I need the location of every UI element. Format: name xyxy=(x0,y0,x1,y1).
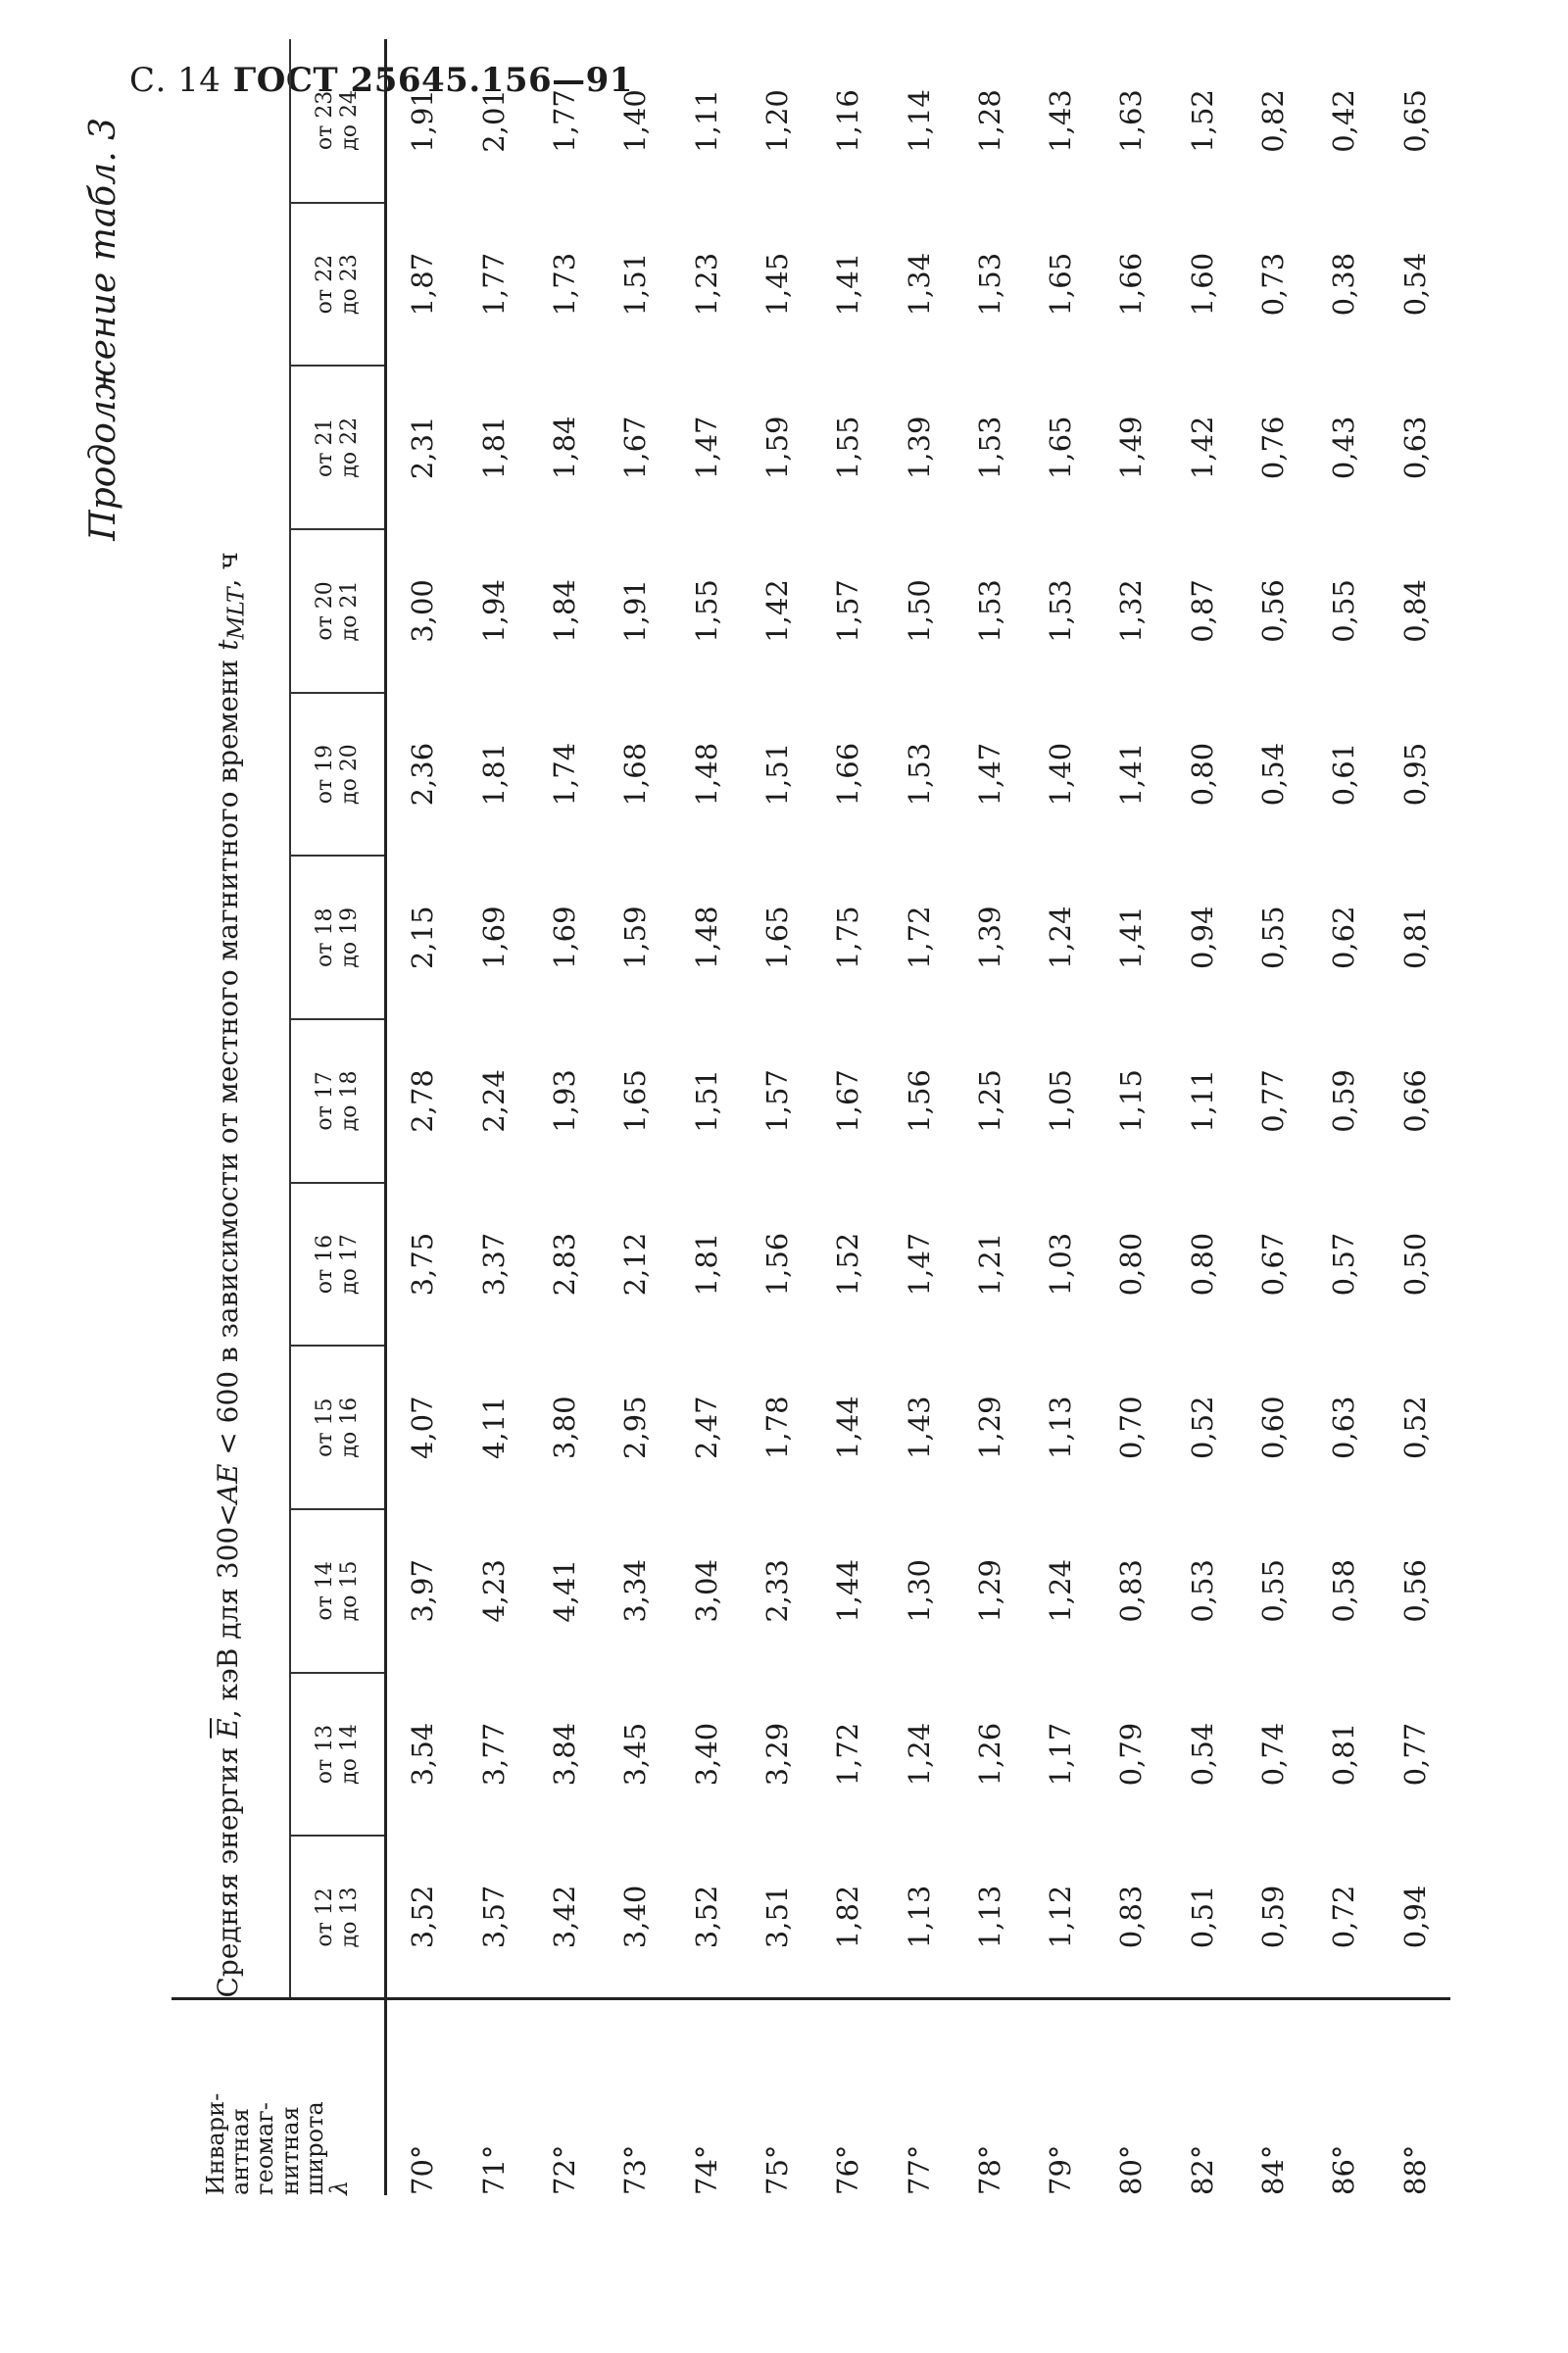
energy-value-cell: 1,43 xyxy=(1044,89,1078,153)
latitude-cell: 70° xyxy=(386,1999,459,2195)
energy-value-cell: 4,41 xyxy=(547,1559,581,1623)
energy-value-cell: 1,51 xyxy=(618,252,653,317)
energy-value-cell: 0,84 xyxy=(1397,579,1432,643)
energy-value-cell: 1,29 xyxy=(972,1559,1006,1623)
energy-value-cell: 0,54 xyxy=(1397,252,1432,317)
energy-value-cell: 1,77 xyxy=(547,89,581,153)
energy-value-cell: 1,60 xyxy=(1185,252,1219,317)
energy-value-cell: 3,75 xyxy=(406,1232,440,1297)
energy-value-cell: 1,42 xyxy=(760,579,794,643)
energy-value-cell: 1,29 xyxy=(972,1396,1006,1459)
energy-value-cell: 1,23 xyxy=(689,252,723,317)
energy-value-cell: 1,17 xyxy=(1044,1722,1078,1787)
energy-value-cell: 2,47 xyxy=(689,1396,723,1459)
energy-value-cell: 1,56 xyxy=(760,1232,794,1297)
energy-value-cell: 1,14 xyxy=(902,89,936,153)
energy-value-cell: 0,80 xyxy=(1185,1232,1219,1297)
energy-value-cell: 0,57 xyxy=(1327,1232,1361,1297)
energy-value-cell: 4,11 xyxy=(476,1396,511,1459)
energy-value-cell: 1,57 xyxy=(831,579,865,643)
energy-value-cell: 1,59 xyxy=(618,906,653,970)
energy-value-cell: 1,82 xyxy=(831,1885,865,1949)
latitude-cell: 75° xyxy=(742,1999,812,2195)
energy-value-cell: 0,67 xyxy=(1256,1232,1291,1297)
energy-value-cell: 1,42 xyxy=(1185,416,1219,480)
energy-value-cell: 1,48 xyxy=(689,906,723,970)
energy-value-cell: 1,67 xyxy=(831,1069,865,1133)
energy-value-cell: 1,05 xyxy=(1044,1069,1078,1133)
energy-value-cell: 1,84 xyxy=(547,579,581,643)
latitude-cell: 74° xyxy=(670,1999,741,2195)
energy-value-cell: 1,47 xyxy=(689,416,723,480)
energy-value-cell: 1,44 xyxy=(831,1559,865,1623)
table-row xyxy=(1167,39,1238,2195)
energy-value-cell: 1,69 xyxy=(547,906,581,970)
energy-value-cell: 0,94 xyxy=(1185,906,1219,970)
hour-column-header: от 23 до 24 xyxy=(290,39,386,203)
energy-value-cell: 0,43 xyxy=(1327,416,1361,480)
energy-value-cell: 1,40 xyxy=(618,89,653,153)
energy-value-cell: 2,15 xyxy=(406,906,440,970)
energy-value-cell: 1,74 xyxy=(547,742,581,807)
energy-value-cell: 0,54 xyxy=(1185,1722,1219,1787)
energy-value-cell: 2,24 xyxy=(476,1069,511,1133)
energy-value-cell: 0,77 xyxy=(1397,1722,1432,1787)
table-row xyxy=(600,39,670,2195)
energy-value-cell: 1,21 xyxy=(972,1232,1006,1297)
energy-value-cell: 4,07 xyxy=(406,1396,440,1459)
energy-value-cell: 2,78 xyxy=(406,1069,440,1133)
energy-value-cell: 1,53 xyxy=(972,252,1006,317)
energy-value-cell: 1,52 xyxy=(831,1232,865,1297)
energy-value-cell: 1,67 xyxy=(618,416,653,480)
energy-value-cell: 3,34 xyxy=(618,1559,653,1623)
energy-value-cell: 3,42 xyxy=(547,1885,581,1949)
energy-value-cell: 0,59 xyxy=(1327,1069,1361,1133)
energy-value-cell: 1,41 xyxy=(1114,906,1149,970)
energy-value-cell: 1,72 xyxy=(831,1722,865,1787)
latitude-cell: 80° xyxy=(1096,1999,1166,2195)
energy-value-cell: 1,93 xyxy=(547,1069,581,1133)
energy-value-cell: 1,72 xyxy=(902,906,936,970)
energy-value-cell: 1,65 xyxy=(760,906,794,970)
energy-value-cell: 0,80 xyxy=(1114,1232,1149,1297)
energy-value-cell: 1,81 xyxy=(476,742,511,807)
energy-value-cell: 0,62 xyxy=(1327,906,1361,970)
energy-value-cell: 1,11 xyxy=(689,89,723,153)
energy-value-cell: 0,55 xyxy=(1327,579,1361,643)
energy-value-cell: 1,59 xyxy=(760,416,794,480)
energy-value-cell: 0,87 xyxy=(1185,579,1219,643)
latitude-cell: 84° xyxy=(1238,1999,1308,2195)
latitude-column-header: Инвари- антная геомаг- нитная широта λ xyxy=(172,1999,386,2195)
latitude-cell: 86° xyxy=(1308,1999,1379,2195)
energy-value-cell: 1,24 xyxy=(902,1722,936,1787)
energy-value-cell: 3,84 xyxy=(547,1722,581,1787)
energy-value-cell: 1,53 xyxy=(972,416,1006,480)
energy-value-cell: 1,40 xyxy=(1044,742,1078,807)
energy-value-cell: 1,66 xyxy=(831,742,865,807)
energy-value-cell: 1,65 xyxy=(1044,252,1078,317)
energy-value-cell: 2,83 xyxy=(547,1232,581,1297)
energy-value-cell: 3,57 xyxy=(476,1885,511,1949)
hour-headers-row xyxy=(290,39,386,2195)
energy-value-cell: 1,11 xyxy=(1185,1069,1219,1133)
energy-value-cell: 1,75 xyxy=(831,906,865,970)
energy-value-cell: 1,65 xyxy=(618,1069,653,1133)
energy-value-cell: 1,12 xyxy=(1044,1885,1078,1949)
energy-value-cell: 1,53 xyxy=(1044,579,1078,643)
energy-value-cell: 0,52 xyxy=(1185,1396,1219,1459)
energy-value-cell: 1,51 xyxy=(689,1069,723,1133)
energy-value-cell: 0,63 xyxy=(1397,416,1432,480)
energy-value-cell: 1,47 xyxy=(972,742,1006,807)
hour-column-header: от 21 до 22 xyxy=(290,366,386,529)
energy-value-cell: 1,87 xyxy=(406,252,440,317)
energy-value-cell: 0,70 xyxy=(1114,1396,1149,1459)
table-row xyxy=(1025,39,1096,2195)
energy-value-cell: 1,84 xyxy=(547,416,581,480)
energy-value-cell: 3,77 xyxy=(476,1722,511,1787)
latitude-cell: 78° xyxy=(955,1999,1025,2195)
table-row xyxy=(670,39,741,2195)
energy-value-cell: 1,13 xyxy=(1044,1396,1078,1459)
energy-value-cell: 0,77 xyxy=(1256,1069,1291,1133)
energy-value-cell: 0,55 xyxy=(1256,1559,1291,1623)
energy-value-cell: 1,48 xyxy=(689,742,723,807)
energy-value-cell: 0,72 xyxy=(1327,1885,1361,1949)
energy-value-cell: 0,83 xyxy=(1114,1885,1149,1949)
energy-value-cell: 1,43 xyxy=(902,1396,936,1459)
hour-column-header: от 19 до 20 xyxy=(290,693,386,857)
energy-value-cell: 1,55 xyxy=(831,416,865,480)
energy-value-cell: 0,80 xyxy=(1185,742,1219,807)
latitude-cell: 79° xyxy=(1025,1999,1096,2195)
table-row xyxy=(1238,39,1308,2195)
energy-value-cell: 3,37 xyxy=(476,1232,511,1297)
energy-value-cell: 0,50 xyxy=(1397,1232,1432,1297)
energy-value-cell: 1,50 xyxy=(902,579,936,643)
energy-value-cell: 3,52 xyxy=(406,1885,440,1949)
energy-value-cell: 0,73 xyxy=(1256,252,1291,317)
energy-value-cell: 1,53 xyxy=(972,579,1006,643)
energy-value-cell: 0,95 xyxy=(1397,742,1432,807)
energy-value-cell: 0,58 xyxy=(1327,1559,1361,1623)
rotated-table-area xyxy=(83,20,1568,2195)
table-row xyxy=(529,39,600,2195)
energy-value-cell: 0,52 xyxy=(1397,1396,1432,1459)
energy-value-cell: 1,65 xyxy=(1044,416,1078,480)
energy-value-cell: 1,13 xyxy=(972,1885,1006,1949)
hour-column-header: от 14 до 15 xyxy=(290,1509,386,1673)
energy-value-cell: 1,49 xyxy=(1114,416,1149,480)
energy-value-cell: 1,26 xyxy=(972,1722,1006,1787)
energy-value-cell: 1,13 xyxy=(902,1885,936,1949)
energy-value-cell: 4,23 xyxy=(476,1559,511,1623)
energy-value-cell: 1,73 xyxy=(547,252,581,317)
standard-number: ГОСТ 25645.156—91 xyxy=(232,61,633,100)
energy-value-cell: 1,52 xyxy=(1185,89,1219,153)
energy-value-cell: 0,76 xyxy=(1256,416,1291,480)
hour-column-header: от 12 до 13 xyxy=(290,1836,386,1999)
energy-value-cell: 1,91 xyxy=(406,89,440,153)
energy-value-cell: 3,52 xyxy=(689,1885,723,1949)
energy-value-cell: 1,32 xyxy=(1114,579,1149,643)
energy-value-cell: 0,55 xyxy=(1256,906,1291,970)
energy-value-cell: 2,33 xyxy=(760,1559,794,1623)
energy-value-cell: 0,59 xyxy=(1256,1885,1291,1949)
energy-group-header: Средняя энергия $\overline{E}$, кэВ для 300<AE < 600 в зависимости от местного магнитного времени $t_{MLT}$, ч xyxy=(172,39,290,1999)
hour-column-header: от 22 до 23 xyxy=(290,203,386,367)
energy-value-cell: 1,57 xyxy=(760,1069,794,1133)
energy-value-cell: 1,24 xyxy=(1044,906,1078,970)
latitude-cell: 82° xyxy=(1167,1999,1238,2195)
energy-value-cell: 0,54 xyxy=(1256,742,1291,807)
energy-value-cell: 1,41 xyxy=(831,252,865,317)
energy-value-cell: 1,30 xyxy=(902,1559,936,1623)
energy-value-cell: 0,38 xyxy=(1327,252,1361,317)
energy-value-cell: 1,44 xyxy=(831,1396,865,1459)
energy-value-cell: 0,60 xyxy=(1256,1396,1291,1459)
energy-value-cell: 1,34 xyxy=(902,252,936,317)
table-row xyxy=(1380,39,1450,2195)
energy-value-cell: 1,45 xyxy=(760,252,794,317)
hour-column-header: от 16 до 17 xyxy=(290,1183,386,1347)
table-row xyxy=(1308,39,1379,2195)
energy-value-cell: 1,28 xyxy=(972,89,1006,153)
energy-value-cell: 1,63 xyxy=(1114,89,1149,153)
energy-value-cell: 1,81 xyxy=(476,416,511,480)
table-row xyxy=(386,39,459,2195)
energy-value-cell: 0,74 xyxy=(1256,1722,1291,1787)
energy-value-cell: 3,40 xyxy=(618,1885,653,1949)
energy-value-cell: 0,83 xyxy=(1114,1559,1149,1623)
latitude-cell: 72° xyxy=(529,1999,600,2195)
energy-value-cell: 3,51 xyxy=(760,1885,794,1949)
energy-value-cell: 0,81 xyxy=(1397,906,1432,970)
energy-value-cell: 1,39 xyxy=(902,416,936,480)
energy-value-cell: 3,97 xyxy=(406,1559,440,1623)
energy-value-cell: 0,63 xyxy=(1327,1396,1361,1459)
energy-value-cell: 1,24 xyxy=(1044,1559,1078,1623)
energy-value-cell: 3,80 xyxy=(547,1396,581,1459)
hour-column-header: от 20 до 21 xyxy=(290,529,386,693)
energy-value-cell: 3,40 xyxy=(689,1722,723,1787)
energy-value-cell: 3,45 xyxy=(618,1722,653,1787)
energy-value-cell: 3,04 xyxy=(689,1559,723,1623)
hour-column-header: от 17 до 18 xyxy=(290,1019,386,1183)
energy-value-cell: 1,20 xyxy=(760,89,794,153)
energy-value-cell: 1,94 xyxy=(476,579,511,643)
table-body xyxy=(386,39,1451,2195)
table-row xyxy=(742,39,812,2195)
energy-value-cell: 2,31 xyxy=(406,416,440,480)
energy-value-cell: 1,03 xyxy=(1044,1232,1078,1297)
energy-value-cell: 0,79 xyxy=(1114,1722,1149,1787)
energy-value-cell: 1,16 xyxy=(831,89,865,153)
energy-value-cell: 1,78 xyxy=(760,1396,794,1459)
energy-value-cell: 0,81 xyxy=(1327,1722,1361,1787)
energy-value-cell: 1,39 xyxy=(972,906,1006,970)
energy-value-cell: 2,36 xyxy=(406,742,440,807)
energy-value-cell: 0,56 xyxy=(1397,1559,1432,1623)
energy-value-cell: 0,61 xyxy=(1327,742,1361,807)
latitude-cell: 71° xyxy=(458,1999,528,2195)
energy-value-cell: 3,54 xyxy=(406,1722,440,1787)
energy-value-cell: 3,29 xyxy=(760,1722,794,1787)
energy-value-cell: 1,69 xyxy=(476,906,511,970)
energy-value-cell: 2,01 xyxy=(476,89,511,153)
energy-value-cell: 3,00 xyxy=(406,579,440,643)
energy-value-cell: 2,12 xyxy=(618,1232,653,1297)
energy-value-cell: 0,66 xyxy=(1397,1069,1432,1133)
energy-value-cell: 1,81 xyxy=(689,1232,723,1297)
table-row xyxy=(883,39,954,2195)
table-row xyxy=(812,39,883,2195)
latitude-cell: 73° xyxy=(600,1999,670,2195)
energy-value-cell: 1,41 xyxy=(1114,742,1149,807)
table-row xyxy=(458,39,528,2195)
table-row xyxy=(955,39,1025,2195)
energy-value-cell: 0,82 xyxy=(1256,89,1291,153)
hour-column-header: от 13 до 14 xyxy=(290,1673,386,1837)
hour-column-header: от 15 до 16 xyxy=(290,1346,386,1509)
energy-value-cell: 1,55 xyxy=(689,579,723,643)
energy-value-cell: 0,65 xyxy=(1397,89,1432,153)
energy-value-cell: 1,25 xyxy=(972,1069,1006,1133)
latitude-cell: 76° xyxy=(812,1999,883,2195)
latitude-cell: 88° xyxy=(1380,1999,1450,2195)
energy-value-cell: 1,47 xyxy=(902,1232,936,1297)
energy-value-cell: 2,95 xyxy=(618,1396,653,1459)
energy-value-cell: 1,56 xyxy=(902,1069,936,1133)
energy-value-cell: 0,53 xyxy=(1185,1559,1219,1623)
energy-value-cell: 1,53 xyxy=(902,742,936,807)
latitude-cell: 77° xyxy=(883,1999,954,2195)
energy-value-cell: 1,66 xyxy=(1114,252,1149,317)
table-caption: Продолжение табл. 3 xyxy=(83,118,123,541)
energy-value-cell: 1,91 xyxy=(618,579,653,643)
energy-value-cell: 0,56 xyxy=(1256,579,1291,643)
energy-value-cell: 1,51 xyxy=(760,742,794,807)
hour-column-header: от 18 до 19 xyxy=(290,856,386,1019)
table-row xyxy=(1096,39,1166,2195)
page-number: С. 14 xyxy=(129,61,221,100)
energy-value-cell: 0,94 xyxy=(1397,1885,1432,1949)
energy-value-cell: 1,68 xyxy=(618,742,653,807)
energy-value-cell: 1,15 xyxy=(1114,1069,1149,1133)
energy-value-cell: 1,77 xyxy=(476,252,511,317)
energy-value-cell: 0,51 xyxy=(1185,1885,1219,1949)
energy-value-cell: 0,42 xyxy=(1327,89,1361,153)
energy-table xyxy=(172,39,1450,2195)
